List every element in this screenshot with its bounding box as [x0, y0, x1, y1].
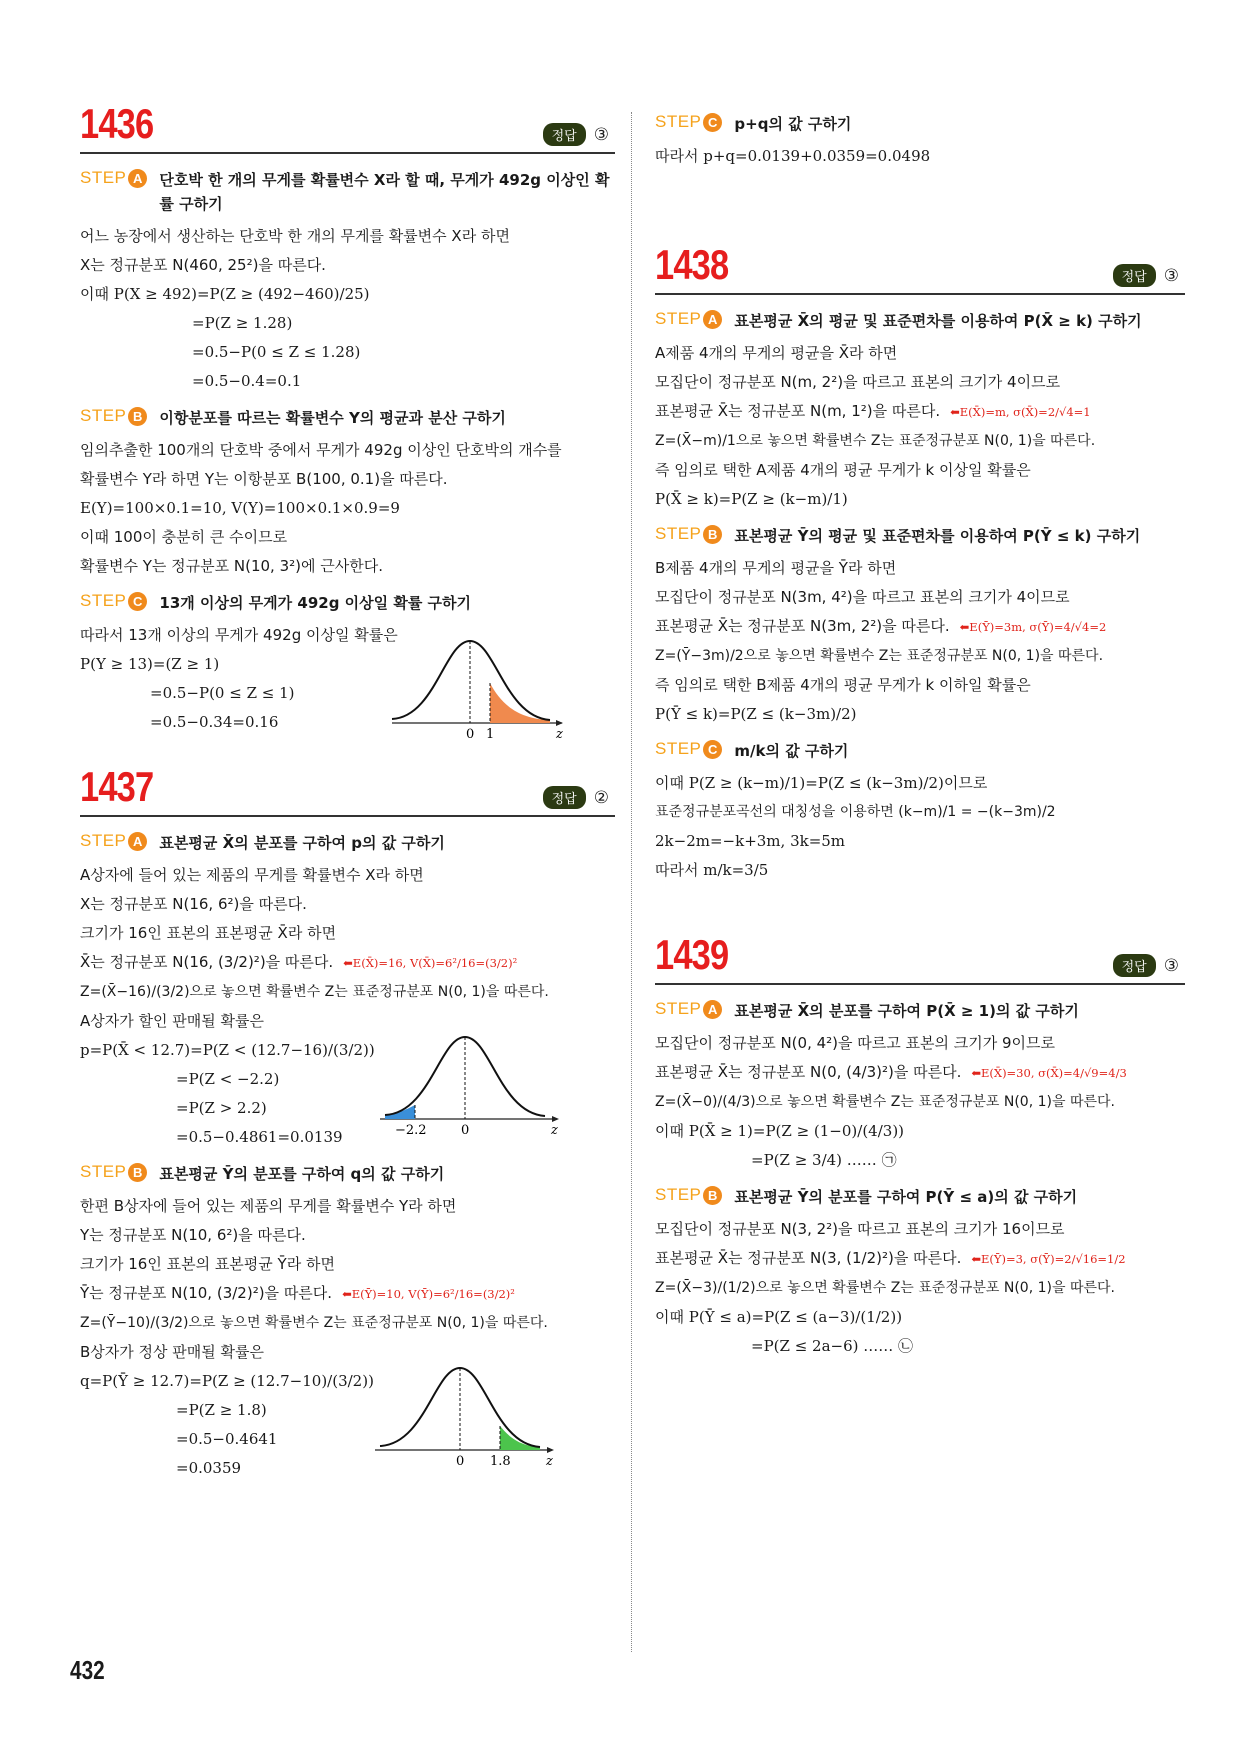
- equation-line: =0.5−P(0 ≤ Z ≤ 1): [150, 684, 295, 702]
- answer-value: ③: [1163, 955, 1179, 976]
- text-line: Y는 정규분포 N(10, 6²)을 따른다.: [80, 1226, 306, 1244]
- step-tag: STEP A: [80, 168, 147, 188]
- step-tag: STEP B: [80, 1162, 147, 1182]
- step-tag: STEP B: [80, 406, 147, 426]
- text-line: 모집단이 정규분포 N(3m, 4²)을 따르고 표본의 크기가 4이므로: [655, 588, 1070, 606]
- svg-text:z: z: [551, 1123, 558, 1137]
- equation-line: E(Y)=100×0.1=10, V(Y)=100×0.1×0.9=9: [80, 499, 400, 517]
- step-c: [655, 112, 1185, 136]
- left-column: [80, 100, 615, 1483]
- step-tag: STEP C: [80, 591, 147, 611]
- step-badge-icon: A: [703, 310, 722, 329]
- side-note: ⬅E(X̄)=16, V(X̄)=6²/16=(3/2)²: [343, 956, 518, 970]
- step-title: 표본평균 Ȳ의 분포를 구하여 P(Ȳ ≤ a)의 값 구하기: [734, 1188, 1078, 1206]
- answer-value: ②: [593, 787, 609, 808]
- step-b: [80, 406, 615, 430]
- side-note: ⬅E(X̄)=m, σ(X̄)=2/√4=1: [950, 405, 1091, 419]
- text-line: 확률변수 Y라 하면 Y는 이항분포 B(100, 0.1)을 따른다.: [80, 470, 448, 488]
- equation-line: 이때 P(Z ≥ (k−m)/1)=P(Z ≤ (k−3m)/2)이므로: [655, 774, 988, 792]
- text-line: 표본평균 X̄는 정규분포 N(3m, 2²)을 따른다. ⬅E(Ȳ)=3m, σ(Ȳ)=4/√4=2: [655, 617, 1107, 635]
- step-badge-icon: C: [703, 113, 722, 132]
- problem-number: 1439: [655, 931, 729, 978]
- svg-text:z: z: [546, 1454, 553, 1468]
- text-line: Z=(X̄−0)/(4/3)으로 놓으면 확률변수 Z는 표준정규분포 N(0, 1)을 따른다.: [655, 1094, 1115, 1110]
- problem-number: 1438: [655, 241, 729, 288]
- equation-line: =P(Z ≥ 1.8): [176, 1401, 267, 1419]
- text-line: 따라서 13개 이상의 무게가 492g 이상일 확률은: [80, 626, 398, 644]
- step-title: 이항분포를 따르는 확률변수 Y의 평균과 분산 구하기: [159, 409, 506, 427]
- equation-line: 이때 P(X̄ ≥ 1)=P(Z ≥ (1−0)/(4/3)): [655, 1122, 905, 1140]
- equation-line: =0.5−0.4861=0.0139: [176, 1128, 343, 1146]
- svg-text:z: z: [556, 727, 563, 741]
- step-b: [655, 524, 1185, 548]
- step-badge-icon: B: [128, 407, 147, 426]
- step-a: [80, 831, 615, 855]
- text-line: 표본평균 X̄는 정규분포 N(0, (4/3)²)을 따른다. ⬅E(X̄)=30, σ(X̄)=4/√9=4/3: [655, 1063, 1127, 1081]
- text-line: Z=(X̄−m)/1으로 놓으면 확률변수 Z는 표준정규분포 N(0, 1)을 따른다.: [655, 433, 1096, 449]
- equation-line: =0.5−P(0 ≤ Z ≤ 1.28): [192, 343, 361, 361]
- text-line: X̄는 정규분포 N(16, (3/2)²)을 따른다. ⬅E(X̄)=16, V(X̄)=6²/16=(3/2)²: [80, 953, 518, 971]
- text-line: Z=(X̄−3)/(1/2)으로 놓으면 확률변수 Z는 표준정규분포 N(0, 1)을 따른다.: [655, 1280, 1115, 1296]
- step-a: [655, 309, 1185, 333]
- step-c: [655, 739, 1185, 763]
- step-title: 13개 이상의 무게가 492g 이상일 확률 구하기: [159, 594, 472, 612]
- text-line: 모집단이 정규분포 N(0, 4²)을 따르고 표본의 크기가 9이므로: [655, 1034, 1056, 1052]
- text-line: 모집단이 정규분포 N(3, 2²)을 따르고 표본의 크기가 16이므로: [655, 1220, 1065, 1238]
- equation-line: 따라서 p+q=0.0139+0.0359=0.0498: [655, 147, 931, 165]
- side-note: ⬅E(Ȳ)=3, σ(Ȳ)=2/√16=1/2: [971, 1252, 1126, 1266]
- svg-text:1: 1: [486, 727, 495, 741]
- step-badge-icon: C: [703, 740, 722, 759]
- step-tag: STEP C: [655, 739, 722, 759]
- text-line: X는 정규분포 N(16, 6²)을 따른다.: [80, 895, 307, 913]
- text-line: 이때 100이 충분히 큰 수이므로: [80, 528, 288, 546]
- answer-badge: [543, 786, 609, 809]
- right-column: [655, 100, 1185, 1361]
- problem-number: 1437: [80, 763, 154, 810]
- text-line: 크기가 16인 표본의 표본평균 X̄라 하면: [80, 924, 337, 942]
- text-line: 확률변수 Y는 정규분포 N(10, 3²)에 근사한다.: [80, 557, 383, 575]
- step-b-calc: [80, 1338, 615, 1483]
- text-line: Z=(X̄−16)/(3/2)으로 놓으면 확률변수 Z는 표준정규분포 N(0, 1)을 따른다.: [80, 984, 549, 1000]
- step-a-calc: [80, 1007, 615, 1152]
- equation-line: 2k−2m=−k+3m, 3k=5m: [655, 832, 846, 850]
- step-title: p+q의 값 구하기: [734, 115, 852, 133]
- text-line: 모집단이 정규분포 N(m, 2²)을 따르고 표본의 크기가 4이므로: [655, 373, 1061, 391]
- step-a: [655, 999, 1185, 1023]
- side-note: ⬅E(X̄)=30, σ(X̄)=4/√9=4/3: [971, 1066, 1127, 1080]
- text-line: 표준정규분포곡선의 대칭성을 이용하면 (k−m)/1 = −(k−3m)/2: [655, 804, 1056, 820]
- answer-label: 정답: [543, 786, 586, 809]
- step-tag: STEP B: [655, 524, 722, 544]
- text-line: B상자가 정상 판매될 확률은: [80, 1343, 264, 1361]
- step-badge-icon: B: [128, 1163, 147, 1182]
- text-line: 크기가 16인 표본의 표본평균 Ȳ라 하면: [80, 1255, 335, 1273]
- equation-line: 이때 P(Ȳ ≤ a)=P(Z ≤ (a−3)/(1/2)): [655, 1308, 903, 1326]
- step-badge-icon: B: [703, 525, 722, 544]
- equation-line: =P(Z ≤ 2a−6) …… ㉡: [751, 1337, 914, 1355]
- text-line: 즉 임의로 택한 A제품 4개의 평균 무게가 k 이상일 확률은: [655, 461, 1031, 479]
- svg-text:0: 0: [461, 1123, 470, 1137]
- answer-label: 정답: [1113, 954, 1156, 977]
- svg-text:1.8: 1.8: [490, 1454, 511, 1468]
- step-title: m/k의 값 구하기: [734, 742, 849, 760]
- text-line: X는 정규분포 N(460, 25²)을 따른다.: [80, 256, 326, 274]
- text-line: 임의추출한 100개의 단호박 중에서 무게가 492g 이상인 단호박의 개수를: [80, 441, 562, 459]
- step-title: 표본평균 X̄의 분포를 구하여 P(X̄ ≥ 1)의 값 구하기: [734, 1002, 1079, 1020]
- step-b: [655, 1185, 1185, 1209]
- equation-line: 따라서 m/k=3/5: [655, 861, 769, 879]
- text-line: A제품 4개의 무게의 평균을 X̄라 하면: [655, 344, 898, 362]
- equation-line: 이때 P(X ≥ 492)=P(Z ≥ (492−460)/25): [80, 285, 370, 303]
- problem-header-1439: [655, 931, 1185, 985]
- text-line: A상자가 할인 판매될 확률은: [80, 1012, 264, 1030]
- answer-badge: [1113, 264, 1179, 287]
- problem-header-1437: [80, 763, 615, 817]
- equation-line: =0.5−0.34=0.16: [150, 713, 279, 731]
- normal-curve-graph: [380, 631, 580, 741]
- equation-line: p=P(X̄ < 12.7)=P(Z < (12.7−16)/(3/2)): [80, 1041, 375, 1059]
- step-b: [80, 1162, 615, 1186]
- step-title: 표본평균 Ȳ의 분포를 구하여 q의 값 구하기: [159, 1165, 445, 1183]
- svg-text:−2.2: −2.2: [395, 1123, 427, 1137]
- equation-line: =0.0359: [176, 1459, 242, 1477]
- step-badge-icon: B: [703, 1186, 722, 1205]
- equation-line: =P(Z > 2.2): [176, 1099, 267, 1117]
- answer-badge: [543, 123, 609, 146]
- equation-line: =P(Z < −2.2): [176, 1070, 280, 1088]
- step-badge-icon: A: [128, 832, 147, 851]
- text-line: A상자에 들어 있는 제품의 무게를 확률변수 X라 하면: [80, 866, 424, 884]
- step-badge-icon: A: [703, 1000, 722, 1019]
- text-line: 표본평균 X̄는 정규분포 N(3, (1/2)²)을 따른다. ⬅E(Ȳ)=3, σ(Ȳ)=2/√16=1/2: [655, 1249, 1126, 1267]
- step-tag: STEP B: [655, 1185, 722, 1205]
- equation-line: =0.5−0.4=0.1: [192, 372, 302, 390]
- step-title: 표본평균 X̄의 분포를 구하여 p의 값 구하기: [159, 834, 445, 852]
- side-note: ⬅E(Ȳ)=10, V(Ȳ)=6²/16=(3/2)²: [342, 1287, 515, 1301]
- equation-line: P(Y ≥ 13)=(Z ≥ 1): [80, 655, 220, 673]
- step-a: [80, 168, 615, 216]
- answer-label: 정답: [1113, 264, 1156, 287]
- page-number: 432: [70, 1655, 105, 1685]
- step-c: [80, 591, 615, 615]
- step-tag: STEP C: [655, 112, 722, 132]
- equation-line: P(Ȳ ≤ k)=P(Z ≤ (k−3m)/2): [655, 705, 857, 723]
- problem-header-1436: [80, 100, 615, 154]
- answer-badge: [1113, 954, 1179, 977]
- column-divider: [631, 112, 632, 1652]
- step-title: 표본평균 Ȳ의 평균 및 표준편차를 이용하여 P(Ȳ ≤ k) 구하기: [734, 527, 1141, 545]
- step-title: 표본평균 X̄의 평균 및 표준편차를 이용하여 P(X̄ ≥ k) 구하기: [734, 312, 1142, 330]
- answer-label: 정답: [543, 123, 586, 146]
- svg-text:0: 0: [466, 727, 475, 741]
- step-badge-icon: A: [128, 169, 147, 188]
- text-line: 한편 B상자에 들어 있는 제품의 무게를 확률변수 Y라 하면: [80, 1197, 457, 1215]
- normal-curve-graph: [370, 1358, 570, 1468]
- problem-header-1438: [655, 241, 1185, 295]
- step-c-block: [80, 591, 615, 741]
- text-line: 즉 임의로 택한 B제품 4개의 평균 무게가 k 이하일 확률은: [655, 676, 1031, 694]
- text-line: 표본평균 X̄는 정규분포 N(m, 1²)을 따른다. ⬅E(X̄)=m, σ(X̄)=2/√4=1: [655, 402, 1091, 420]
- step-title: 단호박 한 개의 무게를 확률변수 X라 할 때, 무게가 492g 이상인 확률 구하기: [159, 171, 610, 213]
- text-line: Z=(Ȳ−3m)/2으로 놓으면 확률변수 Z는 표준정규분포 N(0, 1)을 따른다.: [655, 648, 1104, 664]
- text-line: Ȳ는 정규분포 N(10, (3/2)²)을 따른다. ⬅E(Ȳ)=10, V(Ȳ)=6²/16=(3/2)²: [80, 1284, 515, 1302]
- equation-line: =P(Z ≥ 1.28): [192, 314, 293, 332]
- equation-line: =0.5−0.4641: [176, 1430, 278, 1448]
- equation-line: P(X̄ ≥ k)=P(Z ≥ (k−m)/1): [655, 490, 848, 508]
- step-tag: STEP A: [655, 999, 722, 1019]
- text-line: B제품 4개의 무게의 평균을 Ȳ라 하면: [655, 559, 897, 577]
- step-tag: STEP A: [80, 831, 147, 851]
- equation-line: =P(Z ≥ 3/4) …… ㉠: [751, 1151, 897, 1169]
- answer-value: ③: [593, 124, 609, 145]
- step-tag: STEP A: [655, 309, 722, 329]
- svg-text:0: 0: [456, 1454, 465, 1468]
- step-badge-icon: C: [128, 592, 147, 611]
- problem-number: 1436: [80, 100, 154, 147]
- normal-curve-graph: [375, 1027, 575, 1137]
- answer-value: ③: [1163, 265, 1179, 286]
- text-line: Z=(Ȳ−10)/(3/2)으로 놓으면 확률변수 Z는 표준정규분포 N(0, 1)을 따른다.: [80, 1315, 548, 1331]
- text-line: 어느 농장에서 생산하는 단호박 한 개의 무게를 확률변수 X라 하면: [80, 227, 510, 245]
- equation-line: q=P(Ȳ ≥ 12.7)=P(Z ≥ (12.7−10)/(3/2)): [80, 1372, 374, 1390]
- side-note: ⬅E(Ȳ)=3m, σ(Ȳ)=4/√4=2: [959, 620, 1107, 634]
